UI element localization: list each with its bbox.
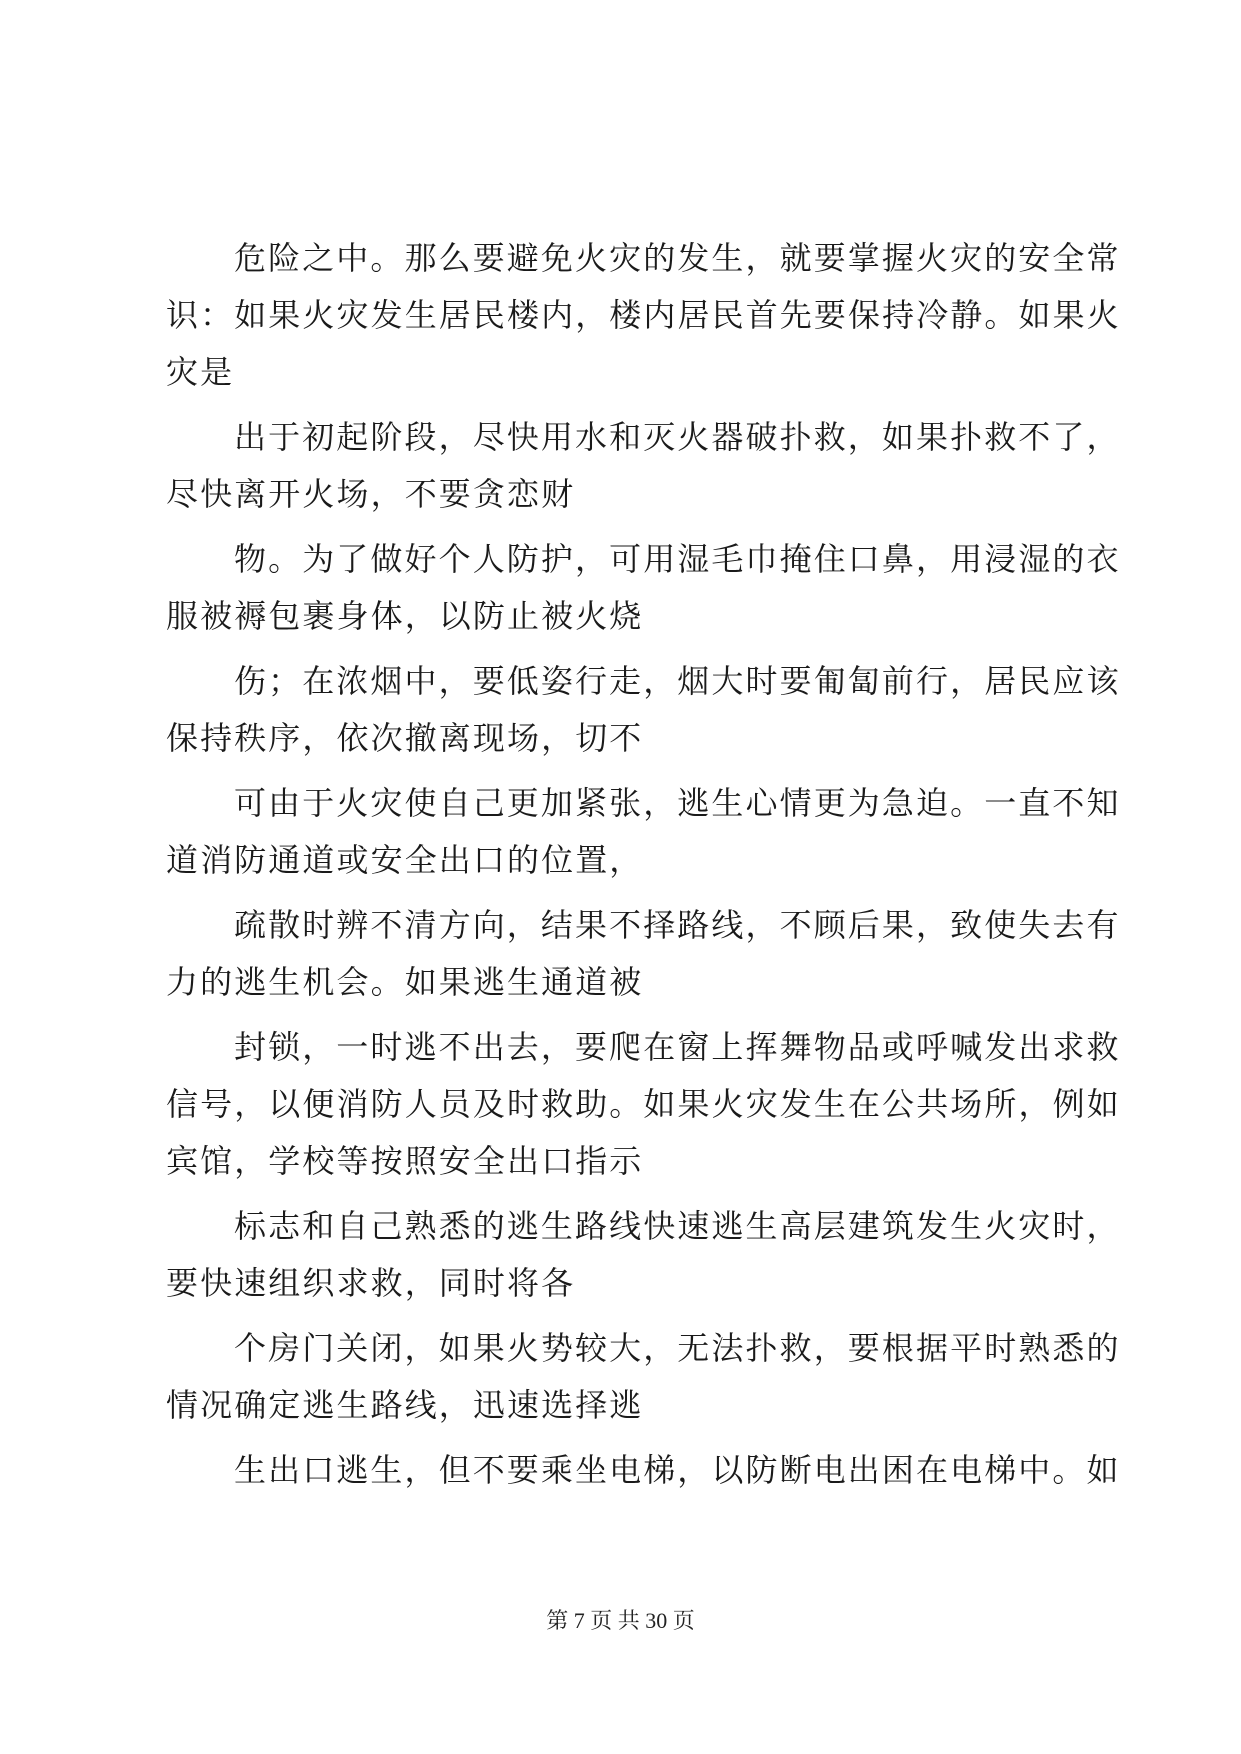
paragraph — [166, 1442, 1121, 1499]
text-line: 情况确定逃生路线，迅速选择逃 — [166, 1386, 644, 1424]
text-line: 生出口逃生，但不要乘坐电梯，以防断电出困在电梯中。如 — [234, 1451, 1121, 1489]
text-line: 出于初起阶段，尽快用水和灭火器破扑救，如果扑救不了， — [234, 418, 1121, 456]
paragraph — [166, 1320, 1121, 1434]
text-line: 物。为了做好个人防护，可用湿毛巾掩住口鼻，用浸湿的衣 — [234, 540, 1121, 578]
body-text — [166, 230, 1121, 1507]
text-line: 个房门关闭，如果火势较大，无法扑救，要根据平时熟悉的 — [234, 1329, 1121, 1367]
text-line: 危险之中。那么要避免火灾的发生，就要掌握火灾的安全常 — [234, 239, 1121, 277]
paragraph — [166, 531, 1121, 645]
paragraph — [166, 897, 1121, 1011]
paragraph — [166, 1019, 1121, 1190]
text-line: 可由于火灾使自己更加紧张，逃生心情更为急迫。一直不知 — [234, 784, 1121, 822]
text-line: 识：如果火灾发生居民楼内，楼内居民首先要保持冷静。如果火 — [166, 296, 1121, 334]
text-line: 疏散时辨不清方向，结果不择路线，不顾后果，致使失去有 — [234, 906, 1121, 944]
text-line: 封锁，一时逃不出去，要爬在窗上挥舞物品或呼喊发出求救 — [234, 1028, 1121, 1066]
text-line: 伤；在浓烟中，要低姿行走，烟大时要匍匐前行，居民应该 — [234, 662, 1121, 700]
text-line: 力的逃生机会。如果逃生通道被 — [166, 963, 644, 1001]
text-line: 宾馆，学校等按照安全出口指示 — [166, 1142, 644, 1180]
page-number-footer: 第 7 页 共 30 页 — [546, 1608, 695, 1633]
text-line: 道消防通道或安全出口的位置， — [166, 841, 644, 879]
text-line: 尽快离开火场，不要贪恋财 — [166, 475, 576, 513]
paragraph — [166, 653, 1121, 767]
text-line: 信号，以便消防人员及时救助。如果火灾发生在公共场所，例如 — [166, 1085, 1121, 1123]
text-line: 要快速组织求救，同时将各 — [166, 1264, 576, 1302]
text-line: 保持秩序，依次撤离现场，切不 — [166, 719, 644, 757]
text-line: 标志和自己熟悉的逃生路线快速逃生高层建筑发生火灾时， — [234, 1207, 1121, 1245]
paragraph — [166, 230, 1121, 401]
paragraph — [166, 775, 1121, 889]
text-line: 服被褥包裹身体，以防止被火烧 — [166, 597, 644, 635]
text-line: 灾是 — [166, 353, 235, 391]
paragraph — [166, 409, 1121, 523]
paragraph — [166, 1198, 1121, 1312]
